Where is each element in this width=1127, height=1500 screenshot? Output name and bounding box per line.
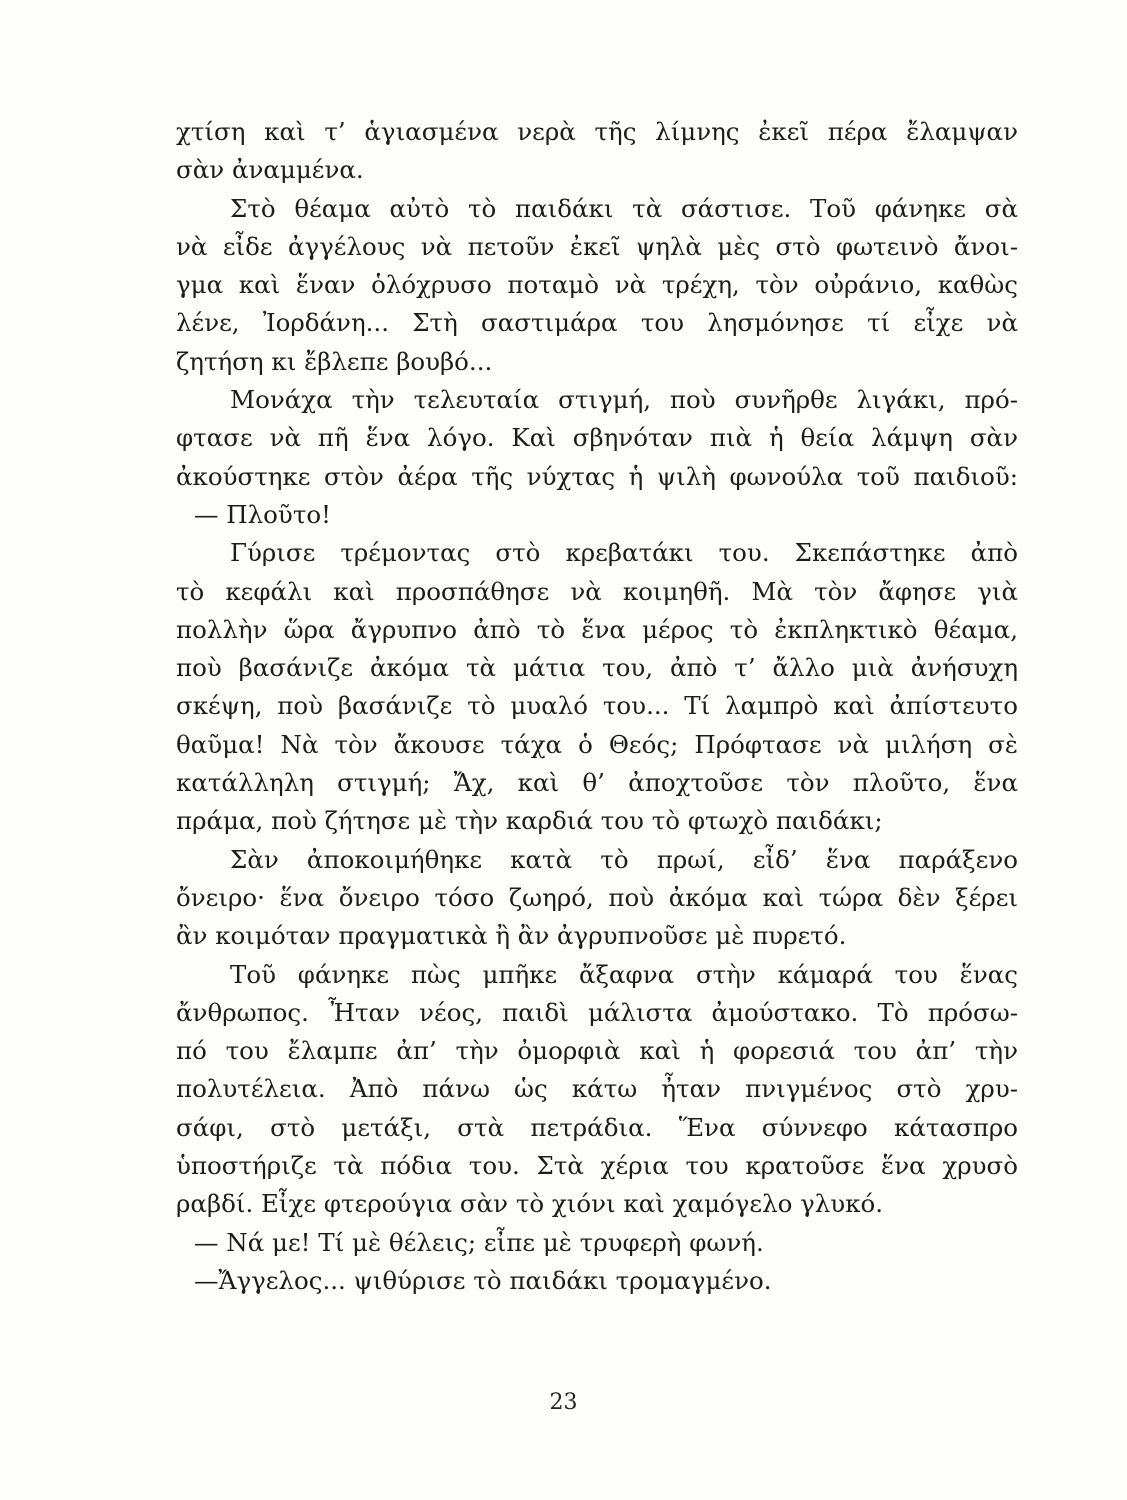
text-line: —Ἄγγελος... ψιθύρισε τὸ παιδάκι τρομαγμένο.: [194, 1265, 772, 1295]
text-line: γμα καὶ ἕναν ὁλόχρυσο ποταμὸ νὰ τρέχη, τὸν οὐράνιο, καθὼς: [176, 270, 1018, 300]
text-line: τὸ κεφάλι καὶ προσπάθησε νὰ κοιμηθῆ. Μὰ τὸν ἄφησε γιὰ: [176, 576, 1018, 606]
page-number: 23: [549, 1390, 578, 1415]
text-line: σάφι, στὸ μετάξι, στὰ πετράδια. Ἕνα σύννεφο κάτασπρο: [176, 1112, 1018, 1142]
text-line: ἀκούστηκε στὸν ἀέρα τῆς νύχτας ἡ ψιλὴ φωνούλα τοῦ παιδιοῦ:: [176, 461, 1018, 491]
text-line: ποὺ βασάνιζε ἀκόμα τὰ μάτια του, ἀπὸ τ’ ἄλλο μιὰ ἀνήσυχη: [176, 653, 1018, 683]
text-line: Στὸ θέαμα αὐτὸ τὸ παιδάκι τὰ σάστισε. Τοῦ φάνηκε σὰ: [230, 193, 1018, 223]
text-line: ζητήση κι ἔβλεπε βουβό...: [176, 346, 493, 376]
text-line: ὑποστήριζε τὰ πόδια του. Στὰ χέρια του κρατοῦσε ἕνα χρυσὸ: [176, 1151, 1018, 1181]
text-line: νὰ εἶδε ἀγγέλους νὰ πετοῦν ἐκεῖ ψηλὰ μὲς στὸ φωτεινὸ ἄνοι-: [176, 231, 1018, 261]
body-text: [176, 113, 1018, 1300]
text-line: κατάλληλη στιγμή; Ἄχ, καὶ θ’ ἀποχτοῦσε τὸν πλοῦτο, ἕνα: [176, 768, 1018, 798]
text-line: — Πλοῦτο!: [194, 499, 331, 529]
text-line: λένε, Ἰορδάνη... Στὴ σαστιμάρα του λησμόνησε τί εἶχε νὰ: [176, 308, 1018, 338]
text-line: θαῦμα! Νὰ τὸν ἄκουσε τάχα ὁ Θεός; Πρόφτασε νὰ μιλήση σὲ: [176, 729, 1018, 759]
text-line: πολυτέλεια. Ἀπὸ πάνω ὡς κάτω ἦταν πνιγμένος στὸ χρυ-: [176, 1074, 1018, 1104]
text-line: ἄνθρωπος. Ἦταν νέος, παιδὶ μάλιστα ἀμούστακο. Τὸ πρόσω-: [176, 997, 1018, 1027]
text-line: Γύρισε τρέμοντας στὸ κρεβατάκι του. Σκεπάστηκε ἀπὸ: [230, 538, 1018, 568]
text-line: Σὰν ἀποκοιμήθηκε κατὰ τὸ πρωί, εἶδ’ ἕνα παράξενο: [230, 844, 1018, 874]
text-line: ὄνειρο· ἕνα ὄνειρο τόσο ζωηρό, ποὺ ἀκόμα καὶ τώρα δὲν ξέρει: [176, 882, 1018, 912]
text-line: Μονάχα τὴν τελευταία στιγμή, ποὺ συνῆρθε λιγάκι, πρό-: [230, 385, 1018, 415]
text-line: ἂν κοιμόταν πραγματικὰ ἢ ἂν ἀγρυπνοῦσε μὲ πυρετό.: [176, 921, 847, 951]
text-line: φτασε νὰ πῆ ἕνα λόγο. Καὶ σβηνόταν πιὰ ἡ θεία λάμψη σὰν: [176, 423, 1018, 453]
text-line: σὰν ἀναμμένα.: [176, 155, 364, 185]
text-line: σκέψη, ποὺ βασάνιζε τὸ μυαλό του... Τί λαμπρὸ καὶ ἀπίστευτο: [176, 691, 1018, 721]
text-line: πό του ἔλαμπε ἀπ’ τὴν ὀμορφιὰ καὶ ἡ φορεσιά του ἀπ’ τὴν: [176, 1036, 1018, 1066]
text-line: — Νά με! Τί μὲ θέλεις; εἶπε μὲ τρυφερὴ φωνή.: [194, 1227, 764, 1257]
text-line: χτίση καὶ τ’ ἁγιασμένα νερὰ τῆς λίμνης ἐκεῖ πέρα ἔλαμψαν: [176, 117, 1018, 146]
text-line: πράμα, ποὺ ζήτησε μὲ τὴν καρδιά του τὸ φτωχὸ παιδάκι;: [176, 806, 883, 836]
text-line: Τοῦ φάνηκε πὼς μπῆκε ἄξαφνα στὴν κάμαρά του ἕνας: [230, 959, 1018, 989]
text-line: πολλὴν ὥρα ἄγρυπνο ἀπὸ τὸ ἕνα μέρος τὸ ἐκπληκτικὸ θέαμα,: [176, 614, 1018, 644]
text-line: ραβδί. Εἶχε φτερούγια σὰν τὸ χιόνι καὶ χαμόγελο γλυκό.: [176, 1189, 884, 1219]
